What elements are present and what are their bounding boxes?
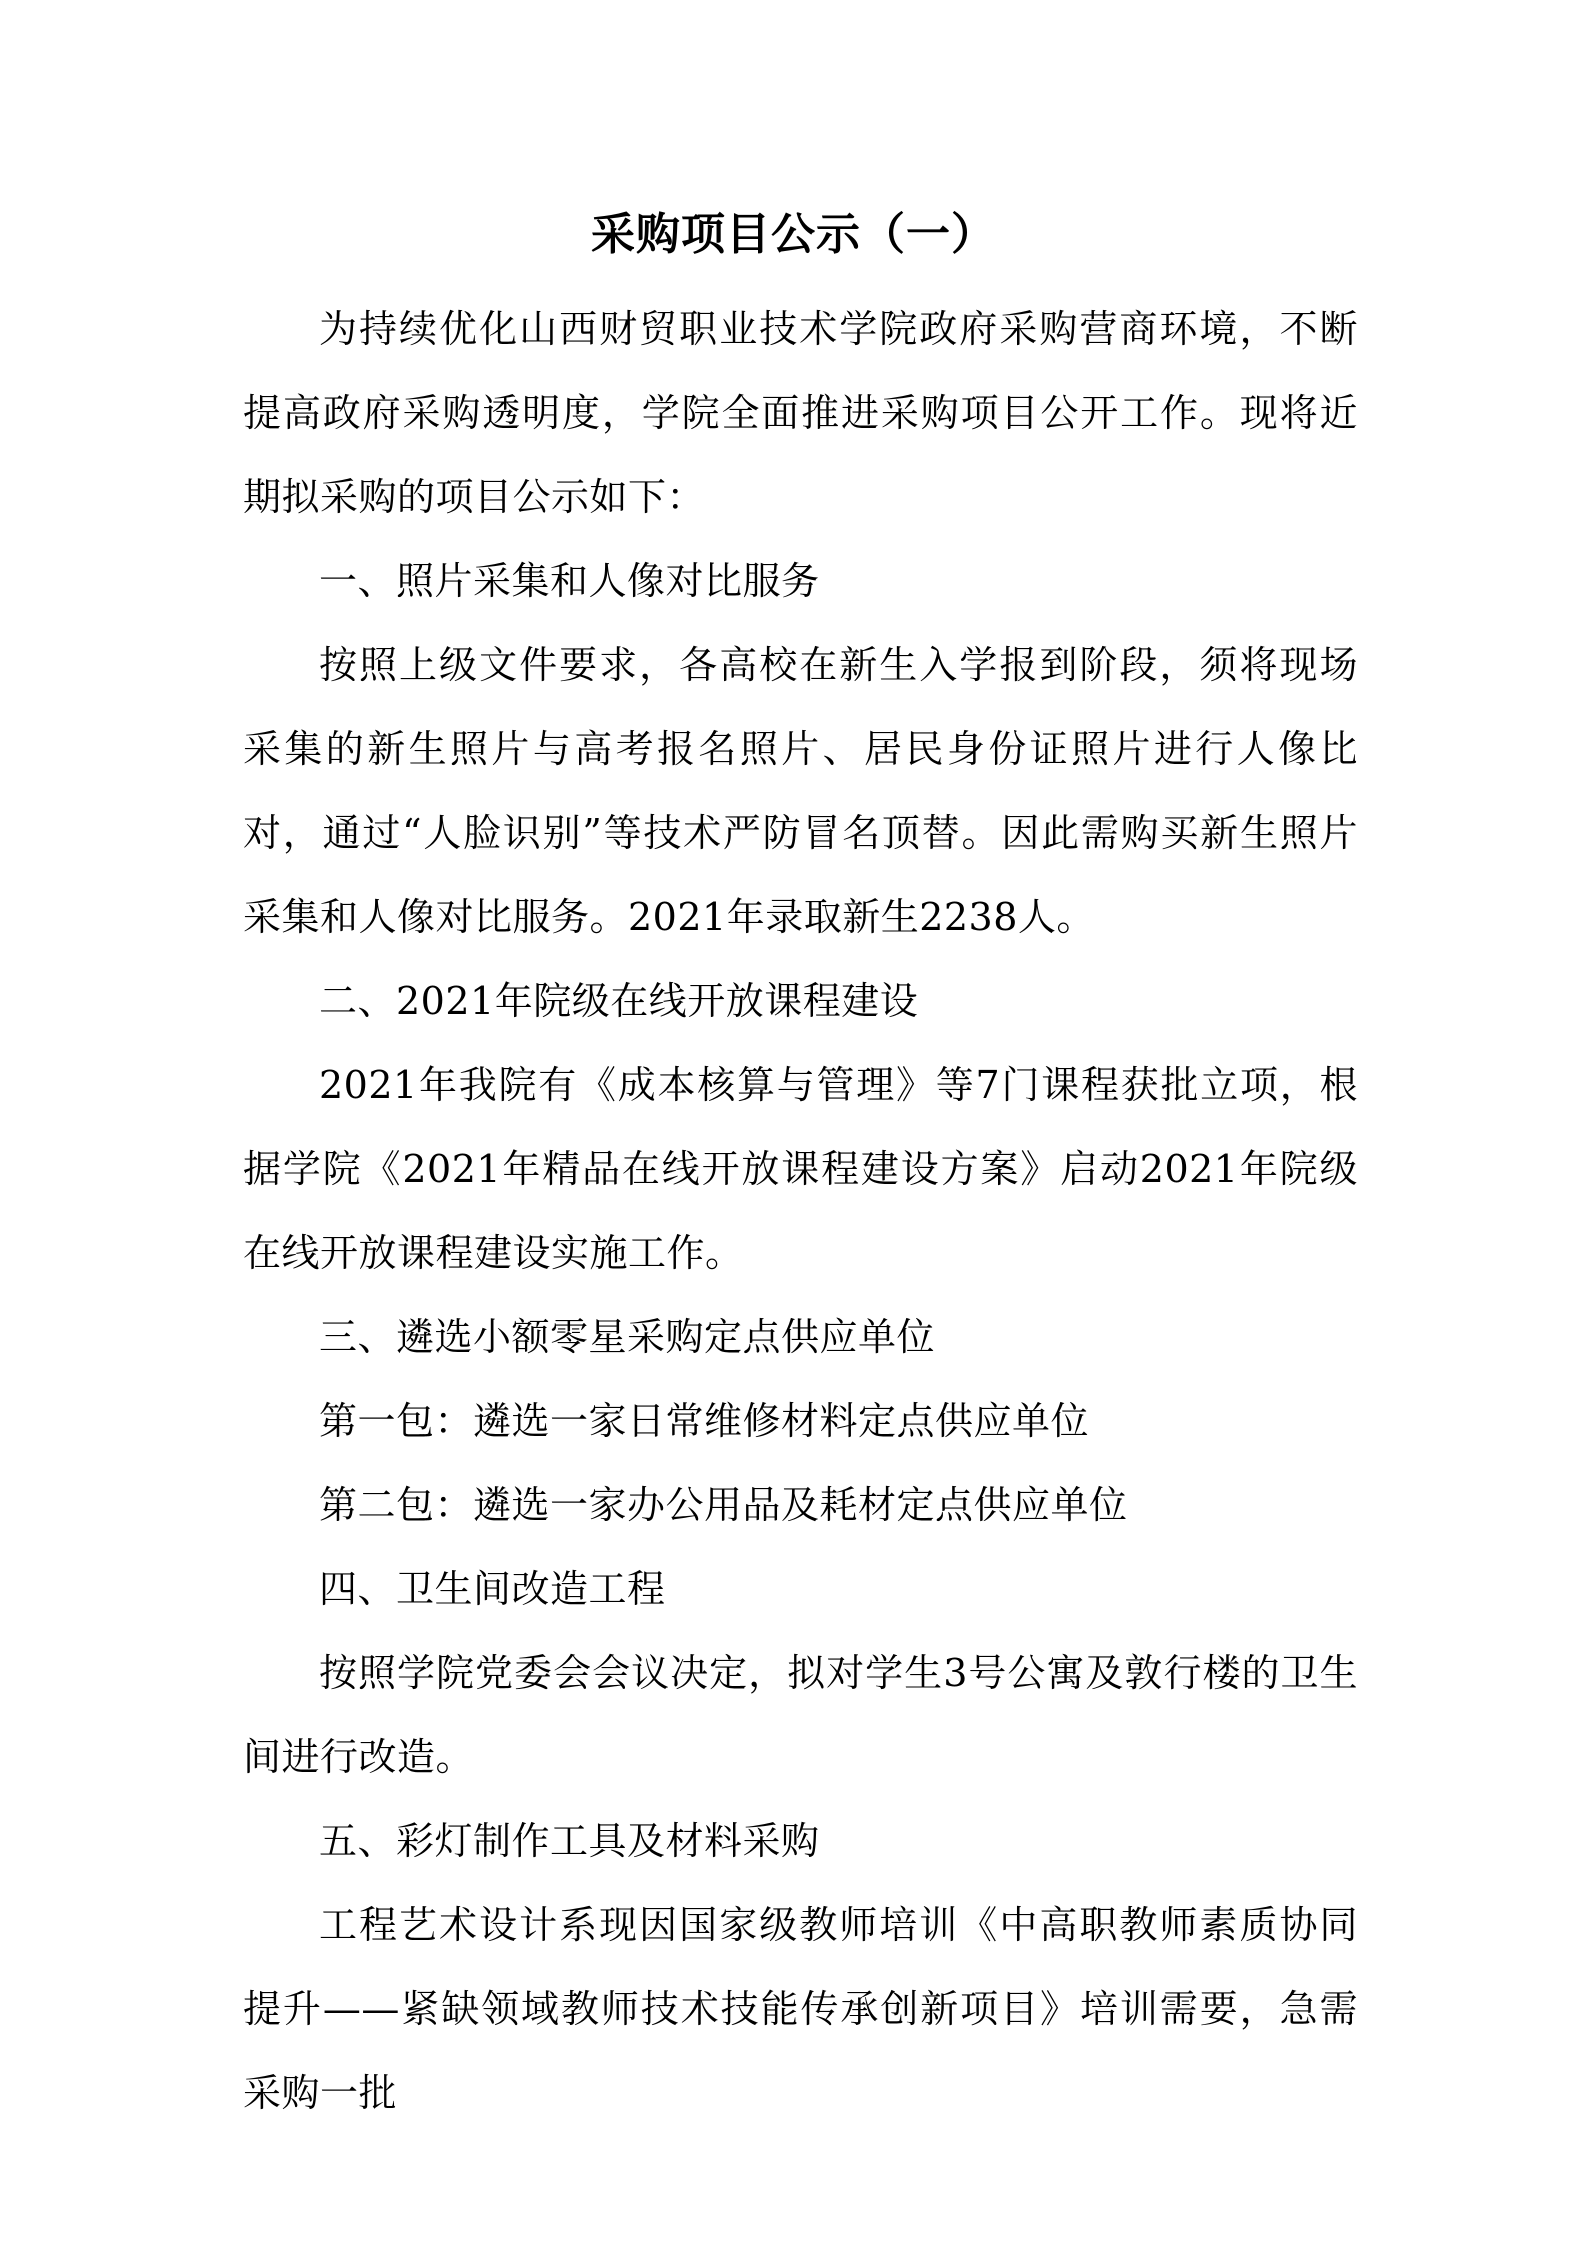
- section-heading-5: 五、彩灯制作工具及材料采购: [319, 1819, 820, 1863]
- section-3-package-2: 第二包：遴选一家办公用品及耗材定点供应单位: [319, 1483, 1128, 1527]
- section-heading-3: 三、遴选小额零星采购定点供应单位: [319, 1315, 936, 1359]
- intro-paragraph: 为持续优化山西财贸职业技术学院政府采购营商环境，不断提高政府采购透明度，学院全面推进采购项目公开工作。现将近期拟采购的项目公示如下：: [243, 307, 1358, 519]
- section-1-paragraph: 按照上级文件要求，各高校在新生入学报到阶段，须将现场采集的新生照片与高考报名照片、居民身份证照片进行人像比对，通过“人脸识别”等技术严防冒名顶替。因此需购买新生照片采集和人像对比服务。2021年录取新生2238人。: [243, 643, 1358, 939]
- document-body: [243, 287, 1358, 2135]
- document-title: 采购项目公示（一）: [591, 209, 996, 260]
- section-2-paragraph: 2021年我院有《成本核算与管理》等7门课程获批立项，根据学院《2021年精品在线开放课程建设方案》启动2021年院级在线开放课程建设实施工作。: [243, 1063, 1358, 1275]
- section-5-paragraph: 工程艺术设计系现因国家级教师培训《中高职教师素质协同提升——紧缺领域教师技术技能传承创新项目》培训需要，急需采购一批: [243, 1903, 1358, 2115]
- section-3-package-1: 第一包：遴选一家日常维修材料定点供应单位: [319, 1399, 1090, 1443]
- section-heading-2: 二、2021年院级在线开放课程建设: [319, 979, 919, 1023]
- section-heading-4: 四、卫生间改造工程: [319, 1567, 666, 1611]
- section-4-paragraph: 按照学院党委会会议决定，拟对学生3号公寓及敦行楼的卫生间进行改造。: [243, 1651, 1358, 1779]
- section-heading-1: 一、照片采集和人像对比服务: [319, 559, 820, 603]
